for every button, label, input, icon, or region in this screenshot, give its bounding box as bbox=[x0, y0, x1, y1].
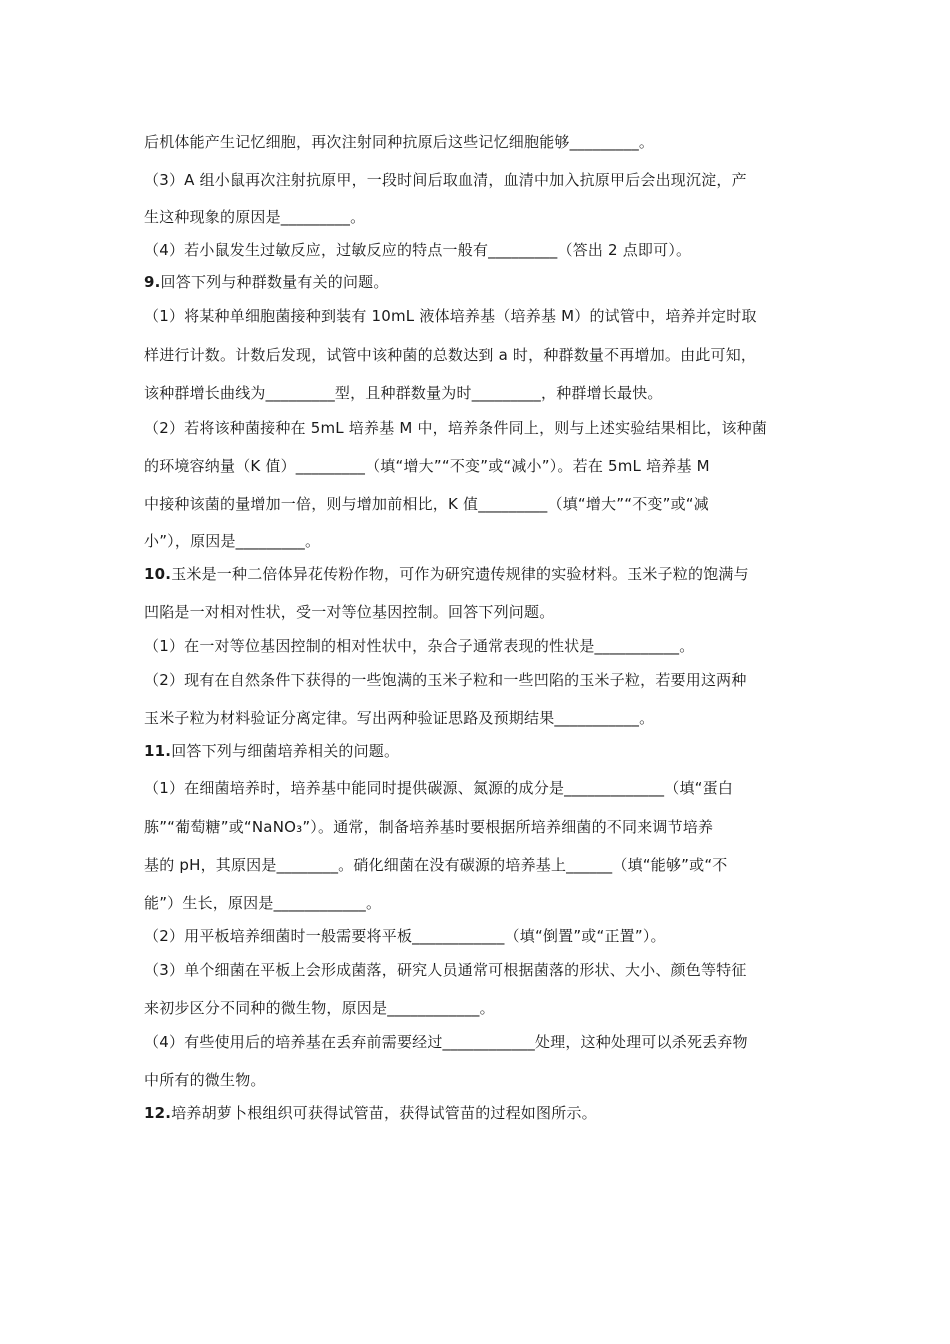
text-line-7: 样进行计数。计数后发现，试管中该种菌的总数达到 a 时，种群数量不再增加。由此可知， bbox=[144, 346, 757, 364]
text-line-25: 来初步区分不同种的微生物，原因是____________。 bbox=[144, 999, 495, 1017]
text-line-22: 能”）生长，原因是____________。 bbox=[144, 894, 382, 912]
question-10-heading: 10.玉米是一种二倍体异花传粉作物，可作为研究遗传规律的实验材料。玉米子粒的饱满与 bbox=[144, 565, 749, 583]
text-line-6: （1）将某种单细胞菌接种到装有 10mL 液体培养基（培养基 M）的试管中，培养并定时取 bbox=[144, 307, 757, 325]
text-line-2: （3）A 组小鼠再次注射抗原甲，一段时间后取血清，血清中加入抗原甲后会出现沉淀，产 bbox=[144, 171, 747, 189]
text-line-1: 后机体能产生记忆细胞，再次注射同种抗原后这些记忆细胞能够_________。 bbox=[144, 133, 655, 151]
text-line-14: 凹陷是一对相对性状，受一对等位基因控制。回答下列问题。 bbox=[144, 603, 555, 621]
question-12-heading: 12.培养胡萝卜根组织可获得试管苗，获得试管苗的过程如图所示。 bbox=[144, 1104, 597, 1122]
question-9-heading: 9.回答下列与种群数量有关的问题。 bbox=[144, 273, 389, 291]
text-line-19: （1）在细菌培养时，培养基中能同时提供碳源、氮源的成分是_____________（填“蛋白 bbox=[144, 779, 734, 797]
text-line-4: （4）若小鼠发生过敏反应，过敏反应的特点一般有_________（答出 2 点即可）。 bbox=[144, 241, 692, 259]
text-line-20: 胨”“葡萄糖”或“NaNO₃”）。通常，制备培养基时要根据所培养细菌的不同来调节培养 bbox=[144, 818, 714, 836]
text-line-17: 玉米子粒为材料验证分离定律。写出两种验证思路及预期结果___________。 bbox=[144, 709, 655, 727]
text-line-23: （2）用平板培养细菌时一般需要将平板____________（填“倒置”或“正置”）。 bbox=[144, 927, 666, 945]
text-line-24: （3）单个细菌在平板上会形成菌落，研究人员通常可根据菌落的形状、大小、颜色等特征 bbox=[144, 961, 747, 979]
text-line-27: 中所有的微生物。 bbox=[144, 1071, 266, 1089]
text-line-12: 小”），原因是_________。 bbox=[144, 532, 321, 550]
text-line-21: 基的 pH，其原因是________。硝化细菌在没有碳源的培养基上______（填“能够”或“不 bbox=[144, 856, 728, 874]
text-line-8: 该种群增长曲线为_________型，且种群数量为时_________，种群增长最快。 bbox=[144, 384, 663, 402]
question-number: 12. bbox=[144, 1104, 172, 1122]
question-11-heading: 11.回答下列与细菌培养相关的问题。 bbox=[144, 742, 400, 760]
text-line-16: （2）现有在自然条件下获得的一些饱满的玉米子粒和一些凹陷的玉米子粒，若要用这两种 bbox=[144, 671, 747, 689]
text-line-9: （2）若将该种菌接种在 5mL 培养基 M 中，培养条件同上，则与上述实验结果相比，该种菌 bbox=[144, 419, 768, 437]
question-number: 9. bbox=[144, 273, 161, 291]
text-line-15: （1）在一对等位基因控制的相对性状中，杂合子通常表现的性状是___________。 bbox=[144, 637, 695, 655]
text-line-10: 的环境容纳量（K 值）_________（填“增大”“不变”或“减小”）。若在 5mL 培养基 M bbox=[144, 457, 710, 475]
text-line-26: （4）有些使用后的培养基在丢弃前需要经过____________处理，这种处理可以杀死丢弃物 bbox=[144, 1033, 748, 1051]
question-number: 11. bbox=[144, 742, 172, 760]
text-line-3: 生这种现象的原因是_________。 bbox=[144, 208, 366, 226]
text-line-11: 中接种该菌的量增加一倍，则与增加前相比，K 值_________（填“增大”“不变”或“减 bbox=[144, 495, 709, 513]
question-number: 10. bbox=[144, 565, 172, 583]
